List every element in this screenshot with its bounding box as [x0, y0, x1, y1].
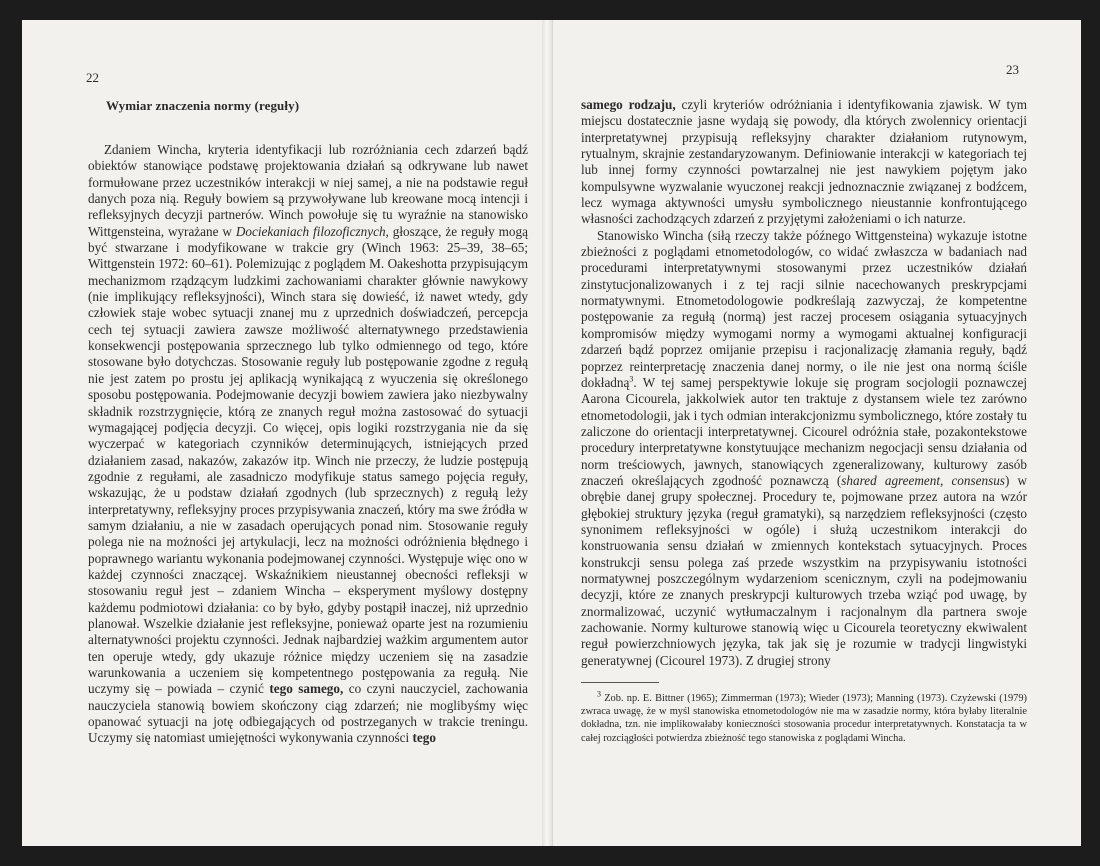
- footnote-rule: [581, 682, 659, 683]
- bold-emphasis: tego samego,: [269, 681, 344, 697]
- book-spread: [22, 20, 1080, 846]
- text-run: . W tej samej perspektywie lokuje się program socjologii poznawczej Aarona Cicourela, jakkolwiek autor ten traktuje z dystansem wiele tez zarówno etnometodologii, jak i tych odmian interakcjonizmu symbolicznego, które zostały tu zaliczone do orientacji interpretatywnej. Cicourel odróżnia stałe, pozakontekstowe procedury interpretatywne konstytuujące mechanizm negocjacji sensu działania od norm treściowych, jawnych, stanowiących zgeneralizowany, kulturowy zasób znaczeń określających zgodność poznawczą (: [581, 374, 1027, 488]
- right-body-text: [581, 97, 1027, 669]
- right-page: [552, 20, 1081, 846]
- left-body-text: [88, 142, 528, 747]
- right-paragraph-1: [581, 97, 1027, 228]
- bold-emphasis: samego rodzaju,: [581, 97, 676, 112]
- right-paragraph-2: [581, 228, 1027, 669]
- footnote-ref: 3: [629, 374, 634, 384]
- text-run: co czyni nauczyciel, zachowania nauczyciela stanowią bowiem skończony ciąg zdarzeń; nie moglibyśmy więc opanować sytuacji na jotę odbiegających od postrzeganych w trakcie treningu. Uczymy się natomiast umiejętności wykonywania czynności: [88, 681, 528, 746]
- page-number-left: 22: [86, 70, 99, 85]
- text-run: czyli kryteriów odróżniania i identyfikowania zjawisk. W tym miejscu dostatecznie jasne wydają się powody, dla których zwolennicy orientacji interpretatywnej przypisują refleksyjny charakter działaniom rutynowym, rytualnym, skrajnie zestandaryzowanym. Definiowanie interakcji w kategoriach tej lub innej formy czynności powtarzalnej nie jest nawykiem pojętym jako kompulsywne wyzwalanie wyuczonej reakcji jednoznacznie związanej z bodźcem, lecz wymaga aktywności umysłu symbolicznego nieustannie konfrontującego własności zachodzących zdarzeń z przyjętymi założeniami o ich naturze.: [581, 97, 1027, 227]
- text-run: Zob. np. E. Bittner (1965); Zimmerman (1973); Wieder (1973); Manning (1973). Czyżewski (1979) zwraca uwagę, że w myśl stanowiska etnometodologów nie ma w zasadzie normy, która byłaby literalnie dokładna, tzn. nie implikowałaby konieczności stosowania procedur interpretatywnych. Konstatacja ta w całej rozciągłości potwierdza zbieżność tego stanowiska z poglądami Wincha.: [581, 693, 1027, 744]
- text-run: głoszące, że reguły mogą być stwarzane i modyfikowane w trakcie gry (Winch 1963: 25–39, 38–65; Wittgenstein 1972: 60–61). Polemizując z poglądem M. Oakeshotta przypisującym mechanizmom rządzącym ludzkimi zachowaniami charakter głównie nawykowy (nie implikujący refleksyjności), Winch stara się dowieść, iż nawet wtedy, gdy człowiek staje wobec sytuacji znanej mu z uprzednich doświadczeń, percepcja cech tej sytuacji zawiera zawsze możliwość alternatywnego przedstawienia konsekwencji postępowania sprzecznego lub tylko odmiennego od tego, które stosowane było dotychczas. Stosowanie reguły lub postępowanie zgodne z regułą nie jest zatem po prostu jej aplikacją wynikającą z wyuczenia się określonego sposobu postępowania. Podejmowanie decyzji bowiem zawiera jako niezbywalny składnik rozstrzygnięcie, którą ze znanych reguł można zastosować do sytuacji wymagającej podjęcia decyzji. Co więcej, opis logiki rozstrzygania nie da się wyczerpać w kategoriach czynników determinujących, istniejących przed działaniem zasad, nakazów, zakazów itp. Winch nie przeczy, że ludzie postępują zgodnie z regułami, ale zasadniczo modyfikuje status samego pojęcia reguły, wskazując, że u podstaw działań zgodnych (lub sprzecznych) z regułą leży interpretatywny, refleksyjny proces przypisywania znaczeń, który ma swe źródła w samym działaniu, a nie w zasadach operujących ponad nim. Stosowanie reguły polega nie na możności jej artykulacji, lecz na możności odróżnienia błędnego i poprawnego wariantu wykonania podejmowanej czynności. Występuje więc ono w każdej czynności znaczącej. Wskaźnikiem nieustannej obecności refleksji w stosowaniu reguł jest – zdaniem Wincha – eksperyment myślowy dostępny każdemu podmiotowi działania: co by było, gdyby postąpił inaczej, niż uprzednio planował. Wszelkie działanie jest refleksyjne, ponieważ oparte jest na rozumieniu alternatywności projektu czynności. Jednak najbardziej ważkim argumentem autor ten operuje wtedy, gdy ukazuje różnice między uczeniem się na zasadzie warunkowania a uczeniem się kompetentnego postępowania za regułą. Nie uczymy się – powiada – czynić: [88, 223, 528, 697]
- footnote: [581, 689, 1027, 745]
- text-run: ) w obrębie danej grupy społecznej. Procedury te, pojmowane przez autora na wzór głębokiej struktury języka (reguł gramatyki), są narzędziem refleksyjności (często synonimem refleksyjności w ogóle) i służą uczestnikom interakcji do konstruowania sensu działań w zmiennych kontekstach sytuacyjnych. Proces konstrukcji sensu polega zaś przede wszystkim na przypisywaniu istotności normatywnej poszczególnym wydarzeniom scenicznym, czyli na podejmowaniu decyzji, które ze znanych preskrypcji kulturowych trzeba wziąć pod uwagę, by znormalizować, uczynić wytłumaczalnym i racjonalnym dla partnera swoje zachowanie. Normy kulturowe stanowią więc u Cicourela teoretyczny ekwiwalent reguł powierzchniowych języka, tak jak się je rozumie w tradycji lingwistyki generatywnej (Cicourel 1973). Z drugiej strony: [581, 472, 1027, 668]
- footnote-text: [581, 689, 1027, 745]
- italic-term: shared agreement, consensus: [841, 472, 1005, 488]
- left-paragraph: [88, 142, 528, 747]
- italic-title: Dociekaniach filozoficznych,: [235, 223, 389, 239]
- section-heading: Wymiar znaczenia normy (reguły): [106, 98, 300, 113]
- page-number-right: 23: [1006, 62, 1019, 77]
- text-run: Stanowisko Wincha (siłą rzeczy także późnego Wittgensteina) wykazuje istotne zbieżności z poglądami etnometodologów, co widać zwłaszcza w badaniach nad procedurami interpretatywnymi stosowanymi przez uczestników działań zinstytucjonalizowanych i z tej racji silnie nacechowanych preskrypcjami normatywnymi. Etnometodologowie podkreślają zazwyczaj, że kompetentne postępowanie za regułą (normą) jest raczej procesem osiągania sytuacyjnych kompromisów między wymogami normy a wymogami aktualnej konfiguracji zdarzeń bądź poprzez omijanie przepisu i racjonalizację złamania reguły, bądź poprzez reinterpretację znaczenia danej normy, o ile nie jest ona normą ściśle dokładną: [581, 227, 1027, 390]
- book-gutter: [542, 20, 552, 846]
- text-run: Zdaniem Wincha, kryteria identyfikacji lub rozróżniania cech zdarzeń bądź obiektów stanowiące podstawę projektowania działań są odkrywane lub nawet formułowane przez uczestników interakcji w niej samej, a nie na podstawie reguł danych poza nią. Reguły bowiem są przywoływane lub kreowane mocą intencji i refleksyjnych decyzji partnerów. Winch powołuje się tu wyraźnie na stanowisko Wittgensteina, wyrażane w: [88, 142, 528, 239]
- left-page: [22, 20, 543, 846]
- footnote-marker: 3: [597, 689, 601, 699]
- bold-emphasis: tego: [412, 730, 436, 746]
